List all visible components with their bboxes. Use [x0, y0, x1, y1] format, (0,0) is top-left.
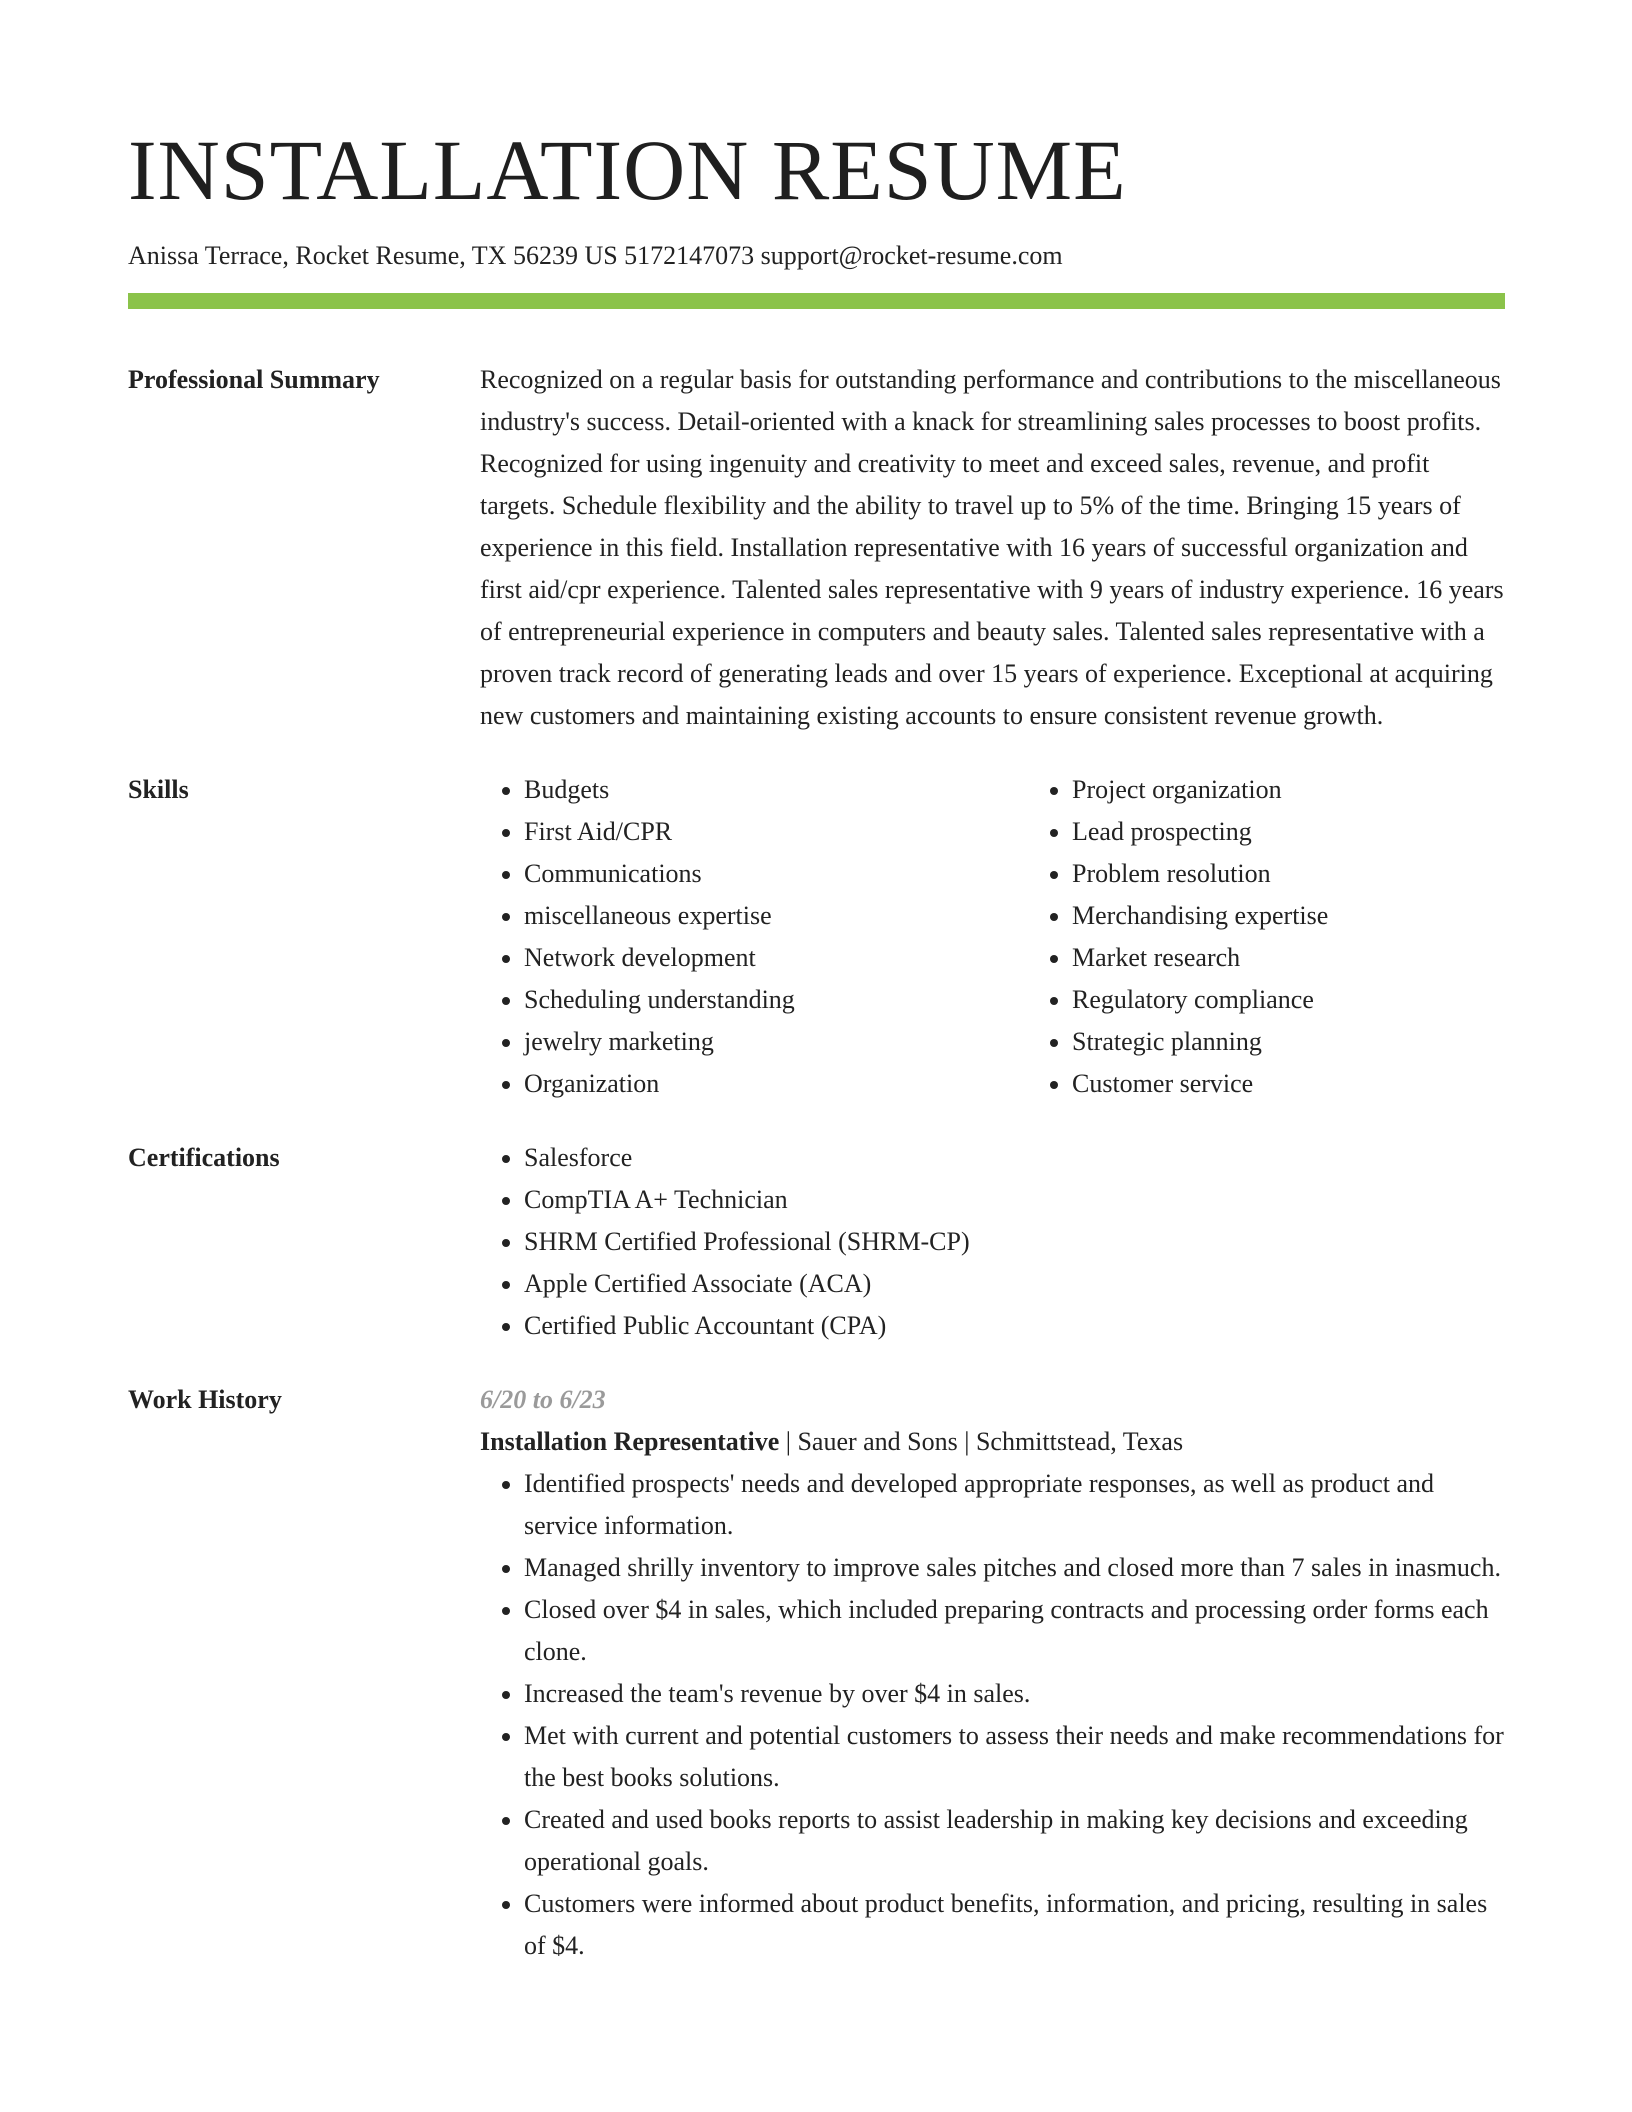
skill-item: • Problem resolution — [1072, 853, 1532, 895]
job-heading — [480, 1421, 1505, 1463]
responsibility-item: • Increased the team's revenue by over $4 in sales. — [524, 1673, 1505, 1715]
skills-list-left — [480, 769, 984, 1105]
skills-columns — [480, 769, 1532, 1105]
skill-item: • Lead prospecting — [1072, 811, 1532, 853]
section-title-certifications: Certifications — [128, 1143, 280, 1172]
responsibility-item: • Identified prospects' needs and developed appropriate responses, as well as product and service information. — [524, 1463, 1505, 1547]
job-title: Installation Representative — [480, 1427, 780, 1456]
summary-section — [128, 359, 1505, 737]
certifications-body — [480, 1137, 1505, 1347]
job-employer-location: | Sauer and Sons | Schmittstead, Texas — [779, 1427, 1184, 1456]
work-history-body — [480, 1379, 1505, 1967]
skill-item: • Organization — [524, 1063, 984, 1105]
skill-item: • Network development — [524, 937, 984, 979]
resume-page — [128, 0, 1505, 1967]
responsibility-item: • Created and used books reports to assist leadership in making key decisions and exceeding operational goals. — [524, 1799, 1505, 1883]
responsibility-item: • Managed shrilly inventory to improve sales pitches and closed more than 7 sales in inasmuch. — [524, 1547, 1505, 1589]
skill-item: • Budgets — [524, 769, 984, 811]
certification-item: • SHRM Certified Professional (SHRM-CP) — [524, 1221, 1505, 1263]
certifications-list — [480, 1137, 1505, 1347]
skill-item: • Merchandising expertise — [1072, 895, 1532, 937]
certifications-section — [128, 1137, 1505, 1347]
skill-item: • Scheduling understanding — [524, 979, 984, 1021]
job-dates: 6/20 to 6/23 — [480, 1385, 606, 1414]
skill-item: • Regulatory compliance — [1072, 979, 1532, 1021]
contact-line: Anissa Terrace, Rocket Resume, TX 56239 US 5172147073 support@rocket-resume.com — [128, 241, 1063, 270]
certification-item: • Certified Public Accountant (CPA) — [524, 1305, 1505, 1347]
resume-title: INSTALLATION RESUME — [128, 122, 1127, 218]
skill-item: • jewelry marketing — [524, 1021, 984, 1063]
summary-text: Recognized on a regular basis for outstanding performance and contributions to the miscellaneous industry's success. Detail-oriented with a knack for streamlining sales processes to boost profits. Recognized for using ingenuity and creativity to meet and exceed sales, revenue, and profit targets. Schedule flexibility and the ability to travel up to 5% of the time. Bringing 15 years of experience in this field. Installation representative with 16 years of successful organization and first aid/cpr experience. Talented sales representative with 9 years of industry experience. 16 years of entrepreneurial experience in computers and beauty sales. Talented sales representative with a proven track record of generating leads and over 15 years of experience. Exceptional at acquiring new customers and maintaining existing accounts to ensure consistent revenue growth. — [480, 365, 1504, 730]
skills-section — [128, 769, 1505, 1105]
skills-list-right — [1028, 769, 1532, 1105]
section-title-skills: Skills — [128, 775, 189, 804]
skill-item: • First Aid/CPR — [524, 811, 984, 853]
responsibility-item: • Met with current and potential customers to assess their needs and make recommendations for the best books solutions. — [524, 1715, 1505, 1799]
job-responsibilities — [480, 1463, 1505, 1967]
certification-item: • Apple Certified Associate (ACA) — [524, 1263, 1505, 1305]
work-history-section — [128, 1379, 1505, 1967]
accent-divider — [128, 293, 1505, 309]
certification-item: • CompTIA A+ Technician — [524, 1179, 1505, 1221]
skill-item: • Customer service — [1072, 1063, 1532, 1105]
skill-item: • Strategic planning — [1072, 1021, 1532, 1063]
skill-item: • Project organization — [1072, 769, 1532, 811]
section-title-work-history: Work History — [128, 1385, 282, 1414]
section-title-summary: Professional Summary — [128, 365, 380, 394]
skill-item: • Market research — [1072, 937, 1532, 979]
responsibility-item: • Customers were informed about product benefits, information, and pricing, resulting in sales of $4. — [524, 1883, 1505, 1967]
skill-item: • miscellaneous expertise — [524, 895, 984, 937]
skill-item: • Communications — [524, 853, 984, 895]
certification-item: • Salesforce — [524, 1137, 1505, 1179]
responsibility-item: • Closed over $4 in sales, which included preparing contracts and processing order forms each clone. — [524, 1589, 1505, 1673]
